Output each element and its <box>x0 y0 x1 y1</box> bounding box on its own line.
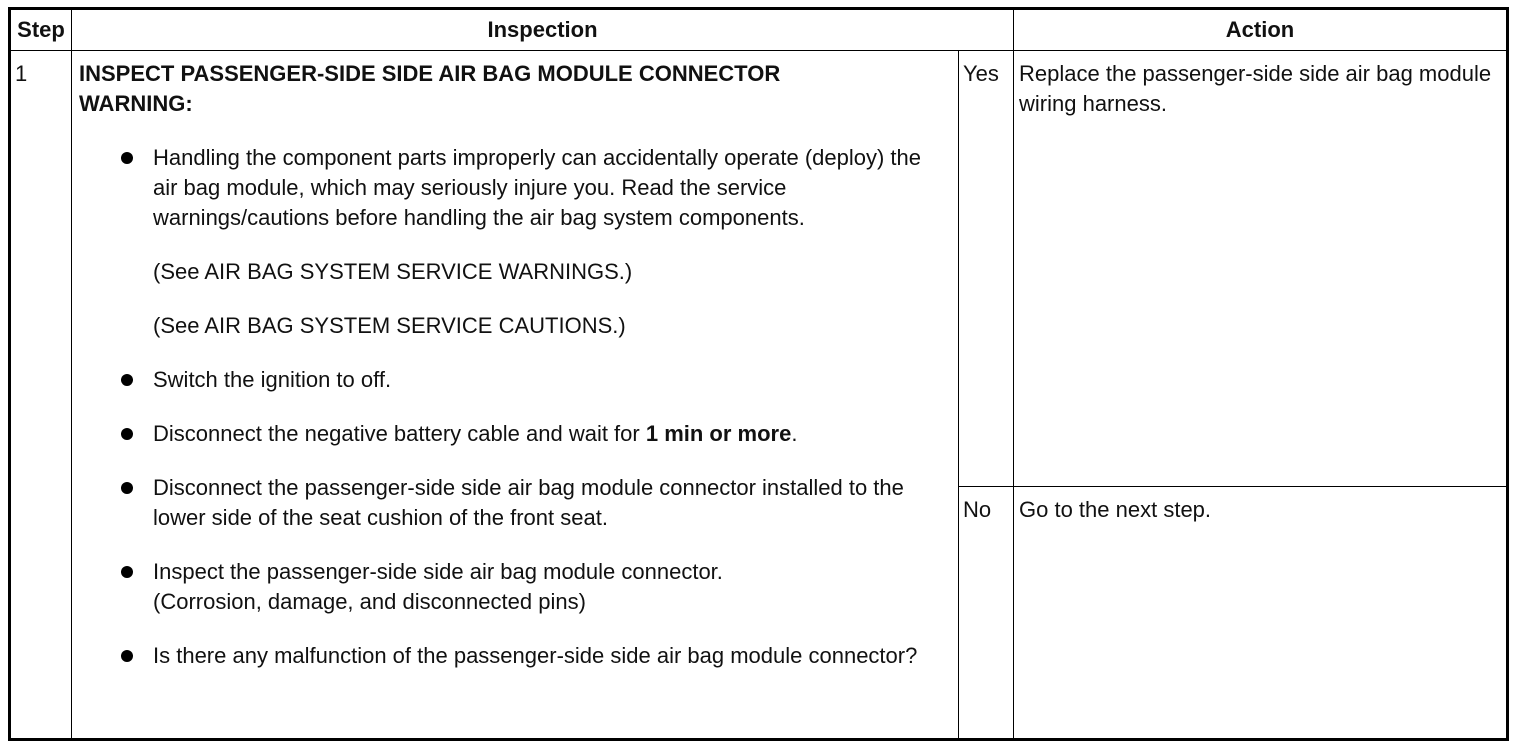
list-item <box>79 473 948 533</box>
list-item-subtext: (Corrosion, damage, and disconnected pins) <box>153 589 586 614</box>
list-item <box>79 641 948 671</box>
result-no: No <box>959 487 1014 740</box>
cautions-reference: (See AIR BAG SYSTEM SERVICE CAUTIONS.) <box>153 313 626 338</box>
list-item-text-end: . <box>791 421 798 446</box>
action-no: Go to the next step. <box>1014 487 1508 740</box>
list-item-text: Disconnect the passenger-side side air bag module connector installed to the lower side of the seat cushion of the front seat. <box>153 475 904 530</box>
list-item-text: Inspect the passenger-side side air bag module connector. <box>153 559 723 584</box>
warning-label: WARNING: <box>79 91 193 116</box>
procedure-list <box>79 143 948 671</box>
bullet-icon <box>121 152 133 164</box>
list-item <box>79 365 948 395</box>
step-number: 1 <box>10 51 72 740</box>
bullet-icon <box>121 566 133 578</box>
list-item <box>79 419 948 449</box>
bullet-icon <box>121 374 133 386</box>
action-header: Action <box>1014 9 1508 51</box>
list-item-text: Handling the component parts improperly can accidentally operate (deploy) the air bag module, which may seriously injure you. Read the service warnings/cautions before handling the air bag system components. <box>153 145 921 230</box>
inspection-header: Inspection <box>72 9 1014 51</box>
diagnostic-table <box>8 7 1509 741</box>
bullet-icon <box>121 428 133 440</box>
list-item-text: Is there any malfunction of the passenger-side side air bag module connector? <box>153 643 918 668</box>
list-item <box>79 557 948 617</box>
table-row <box>10 51 1508 487</box>
header-row <box>10 9 1508 51</box>
list-item-text: Disconnect the negative battery cable and wait for <box>153 421 646 446</box>
inspection-title-text: INSPECT PASSENGER-SIDE SIDE AIR BAG MODULE CONNECTOR <box>79 61 781 86</box>
inspection-title <box>79 59 948 119</box>
list-item-text: Switch the ignition to off. <box>153 367 392 392</box>
inspection-cell <box>72 51 959 740</box>
bullet-icon <box>121 482 133 494</box>
warnings-reference: (See AIR BAG SYSTEM SERVICE WARNINGS.) <box>153 259 633 284</box>
action-yes: Replace the passenger-side side air bag module wiring harness. <box>1014 51 1508 487</box>
wait-time: 1 min or more <box>645 421 792 446</box>
list-item <box>79 143 948 341</box>
step-header: Step <box>10 9 72 51</box>
bullet-icon <box>121 650 133 662</box>
result-yes: Yes <box>959 51 1014 487</box>
